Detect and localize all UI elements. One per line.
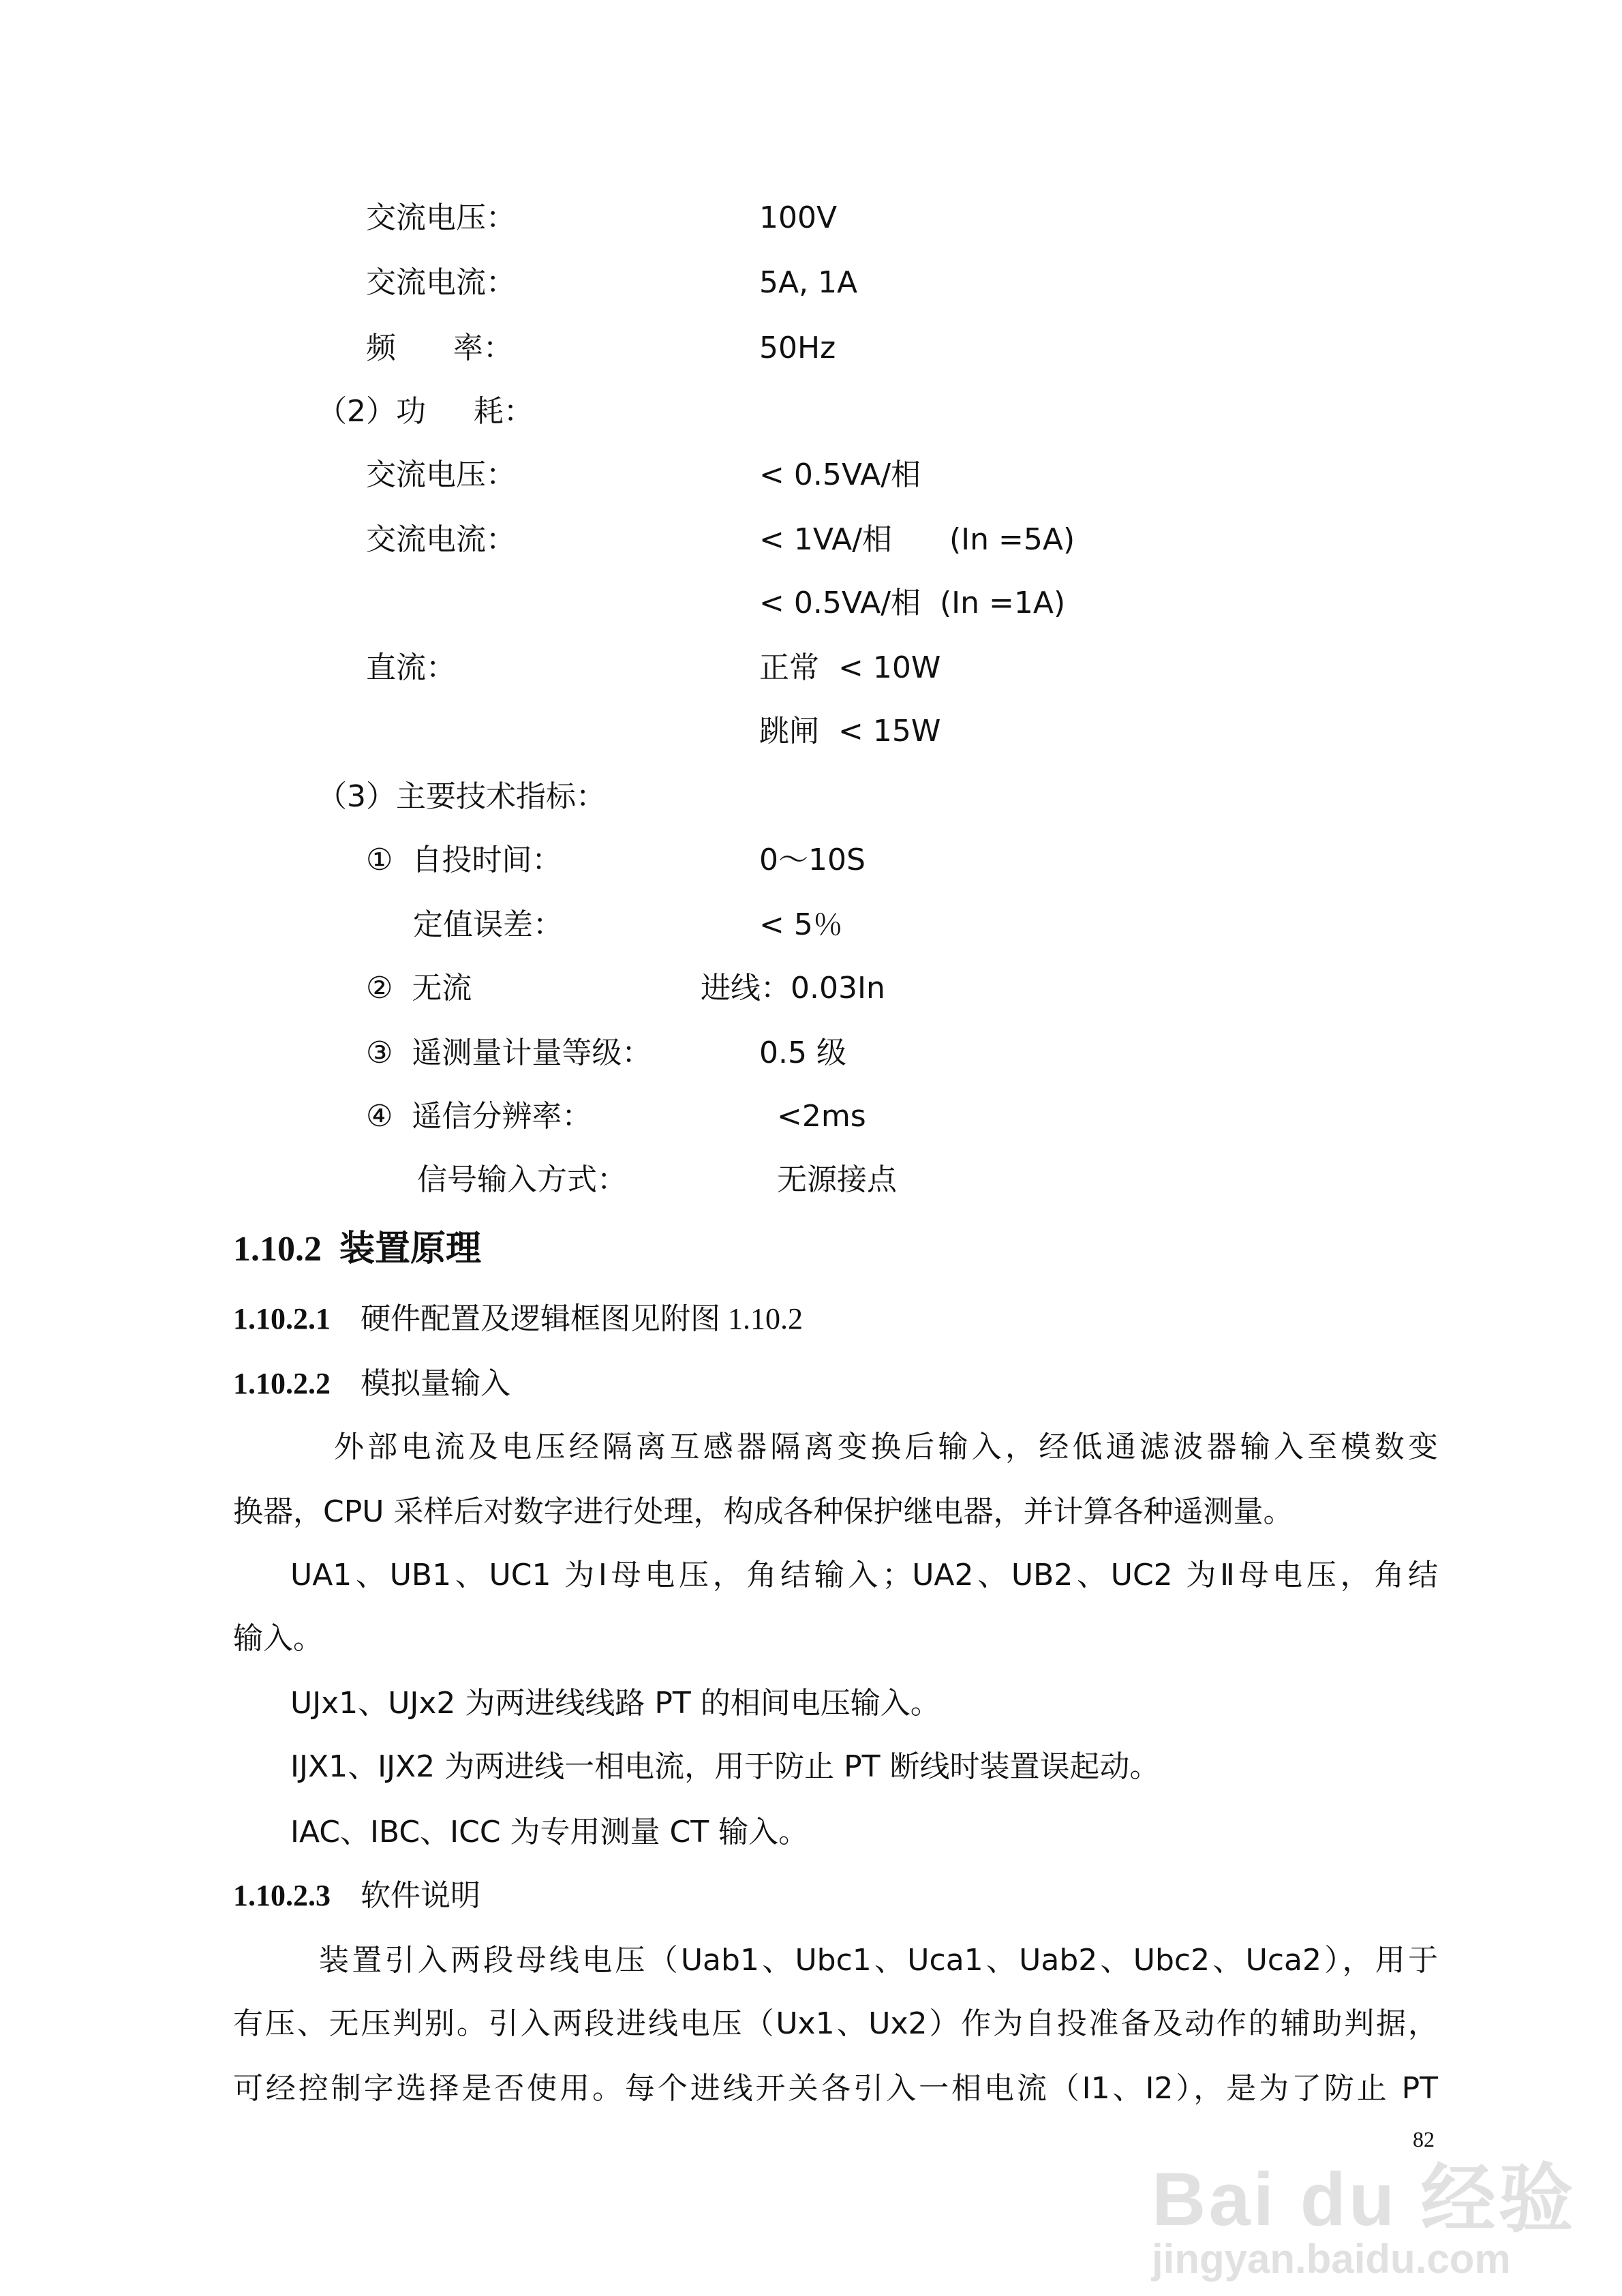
tech-value: <2ms: [777, 1099, 866, 1134]
tech-value: 无源接点: [777, 1162, 897, 1197]
tech-label: ① 自投时间：: [366, 843, 562, 877]
paragraph-line: 输入。: [233, 1621, 323, 1656]
spec-label: 频 率：: [366, 331, 513, 365]
subsection-text: 硬件配置及逻辑框图见附图 1.10.2: [361, 1302, 803, 1335]
section-title: 装置原理: [339, 1230, 482, 1269]
power-value: < 1VA/相 (In =5A): [759, 522, 1075, 557]
paragraph-line: 换器，CPU 采样后对数字进行处理，构成各种保护继电器，并计算各种遥测量。: [233, 1494, 1294, 1529]
tech-label: ③ 遥测量计量等级：: [366, 1036, 652, 1070]
page-number: 82: [1413, 2127, 1435, 2151]
spec-value: 5A, 1A: [759, 265, 858, 300]
tech-value: 进线：0.03In: [701, 971, 885, 1006]
subsection-number: 1.10.2.3: [233, 1879, 331, 1912]
subsection-heading: [233, 1352, 510, 1416]
subsection-text: 软件说明: [361, 1879, 480, 1912]
spec-value: 50Hz: [759, 331, 836, 365]
section-heading: [233, 1218, 481, 1282]
paragraph-line: UA1、UB1、UC1 为Ⅰ母电压，角结输入；UA2、UB2、UC2 为Ⅱ母电压，角结: [290, 1558, 1438, 1592]
paragraph-line: UJx1、UJx2 为两进线线路 PT 的相间电压输入。: [290, 1686, 940, 1721]
subsection-number: 1.10.2.1: [233, 1302, 331, 1335]
spec-label: 交流电流：: [366, 265, 516, 300]
paragraph-line: IAC、IBC、ICC 为专用测量 CT 输入。: [290, 1815, 809, 1849]
tech-label: 定值误差：: [413, 907, 563, 942]
section-power-title: （2）功 耗：: [317, 394, 534, 429]
power-value: < 0.5VA/相 (In =1A): [759, 586, 1066, 620]
paragraph-line: 装置引入两段母线电压（Uab1、Ubc1、Uca1、Uab2、Ubc2、Uca2），用于: [319, 1943, 1438, 1978]
tech-value: 0～10S: [759, 843, 866, 877]
power-value: 跳闸 < 15W: [759, 714, 941, 749]
subsection-text: 模拟量输入: [361, 1367, 510, 1400]
power-value: 正常 < 10W: [759, 650, 941, 685]
subsection-number: 1.10.2.2: [233, 1367, 331, 1400]
subsection-heading: [233, 1287, 803, 1351]
paragraph-line: 外部电流及电压经隔离互感器隔离变换后输入，经低通滤波器输入至模数变: [334, 1430, 1438, 1464]
baidu-watermark: [1152, 2158, 1576, 2282]
tech-label: ② 无流: [366, 971, 472, 1006]
section-tech-title: （3）主要技术指标：: [317, 779, 606, 814]
power-label: 交流电压：: [366, 457, 516, 492]
paragraph-line: 有压、无压判别。引入两段进线电压（Ux1、Ux2）作为自投准备及动作的辅助判据，: [233, 2006, 1438, 2041]
power-label: 直流：: [366, 650, 456, 685]
watermark-url: jingyan.baidu.com: [1152, 2236, 1511, 2282]
section-number: 1.10.2: [233, 1230, 322, 1269]
tech-value: 0.5 级: [759, 1036, 846, 1070]
tech-label: ④ 遥信分辨率：: [366, 1099, 592, 1134]
power-value: < 0.5VA/相: [759, 457, 921, 492]
paragraph-line: IJX1、IJX2 为两进线一相电流，用于防止 PT 断线时装置误起动。: [290, 1749, 1160, 1784]
spec-value: 100V: [759, 200, 838, 235]
watermark-brand: Bai du 经验: [1152, 2158, 1576, 2241]
power-label: 交流电流：: [366, 522, 516, 557]
paragraph-line: 可经控制字选择是否使用。每个进线开关各引入一相电流（I1、I2），是为了防止 PT: [233, 2071, 1438, 2106]
tech-label: 信号输入方式：: [417, 1162, 627, 1197]
subsection-heading: [233, 1864, 480, 1928]
tech-value: < 5％: [759, 907, 843, 942]
spec-label: 交流电压：: [366, 200, 516, 235]
